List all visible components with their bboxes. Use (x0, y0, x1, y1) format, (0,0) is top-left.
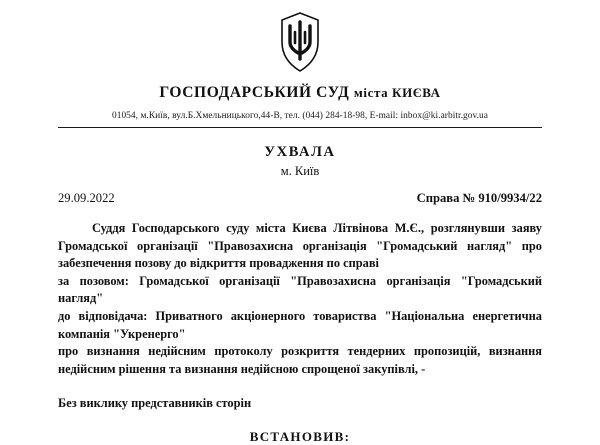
body-paragraph-3: до відповідача: Приватного акціонерного товариства "Національна енергетична компанія "Укренерго" (58, 309, 542, 341)
court-title-city: міста КИЄВА (353, 85, 441, 100)
emblem-container (58, 0, 542, 80)
court-title-main: ГОСПОДАРСЬКИЙ СУД (159, 84, 350, 101)
body-paragraph-1: Суддя Господарського суду міста Києва Літвінова М.Є., розглянувши заяву Громадської організації "Правозахисна організація "Громадський нагляд" про забезпечення позову до відкриття провадження по справі (58, 221, 542, 271)
document-type-heading: УХВАЛА (264, 144, 336, 160)
ukraine-trident-emblem (278, 12, 322, 72)
document-meta-row (58, 191, 542, 206)
document-city: м. Київ (280, 164, 320, 178)
court-title (58, 84, 542, 102)
no-call-note: Без виклику представників сторін (58, 396, 252, 411)
body-paragraph-2: за позовом: Громадської організації "Правозахисна організація "Громадський нагляд" (58, 273, 542, 306)
header-divider (58, 127, 542, 128)
court-contact-line: 01054, м.Київ, вул.Б.Хмельницького,44-В, тел. (044) 284-18-98, E-mail: inbox@ki.arbitr.gov.ua (111, 111, 489, 121)
established-heading: ВСТАНОВИВ: (249, 429, 351, 445)
document-date: 29.09.2022 (58, 191, 115, 205)
body-paragraph-4: про визнання недійсним протоколу розкриття тендерних пропозицій, визнання недійсним рішення та визнання недійсною спрощеної закупівлі, - (58, 344, 542, 376)
case-number: Справа № 910/9934/22 (416, 191, 542, 205)
document-body (58, 220, 542, 378)
